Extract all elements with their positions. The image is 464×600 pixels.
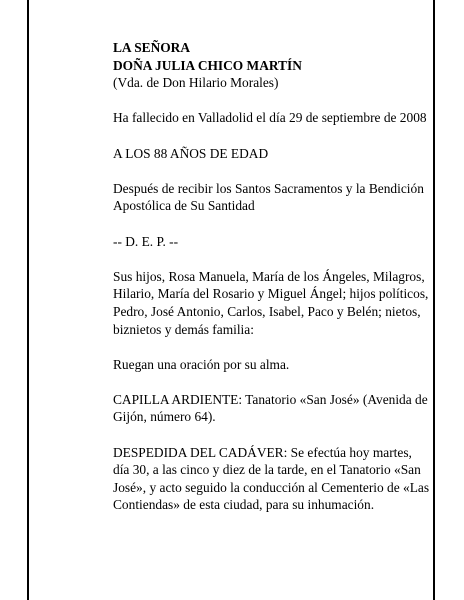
chapel-paragraph: CAPILLA ARDIENTE: Tanatorio «San José» (Avenida de Gijón, número 64). [113,391,428,425]
notice-heading [113,39,431,92]
prayer-line: Ruegan una oración por su alma. [113,356,290,372]
family-paragraph: Sus hijos, Rosa Manuela, María de los Ángeles, Milagros, Hilario, María del Rosario y Miguel Ángel; hijos políticos, Pedro, José Antonio, Carlos, Isabel, Paco y Belén; nietos, biznietos y demás familia: [113,268,429,337]
age-line: A LOS 88 AÑOS DE EDAD [113,145,269,161]
right-border-line [433,0,435,600]
farewell-paragraph: DESPEDIDA DEL CADÁVER: Se efectúa hoy martes, día 30, a las cinco y diez de la tarde, en el Tanatorio «San José», y acto seguido la conducción al Cementerio de «Las Contiendas» de esta ciudad, para su inhumación. [113,444,430,513]
obituary-notice [113,39,431,532]
rip-line: -- D. E. P. -- [113,233,179,249]
title-line-1: LA SEÑORA [113,40,191,55]
widow-of: (Vda. de Don Hilario Morales) [113,75,279,91]
deceased-name: DOÑA JULIA CHICO MARTÍN [113,57,302,73]
left-border-line [27,0,29,600]
death-notice: Ha fallecido en Valladolid el día 29 de septiembre de 2008 [113,110,427,126]
sacraments-paragraph: Después de recibir los Santos Sacramentos y la Bendición Apostólica de Su Santidad [113,180,424,214]
